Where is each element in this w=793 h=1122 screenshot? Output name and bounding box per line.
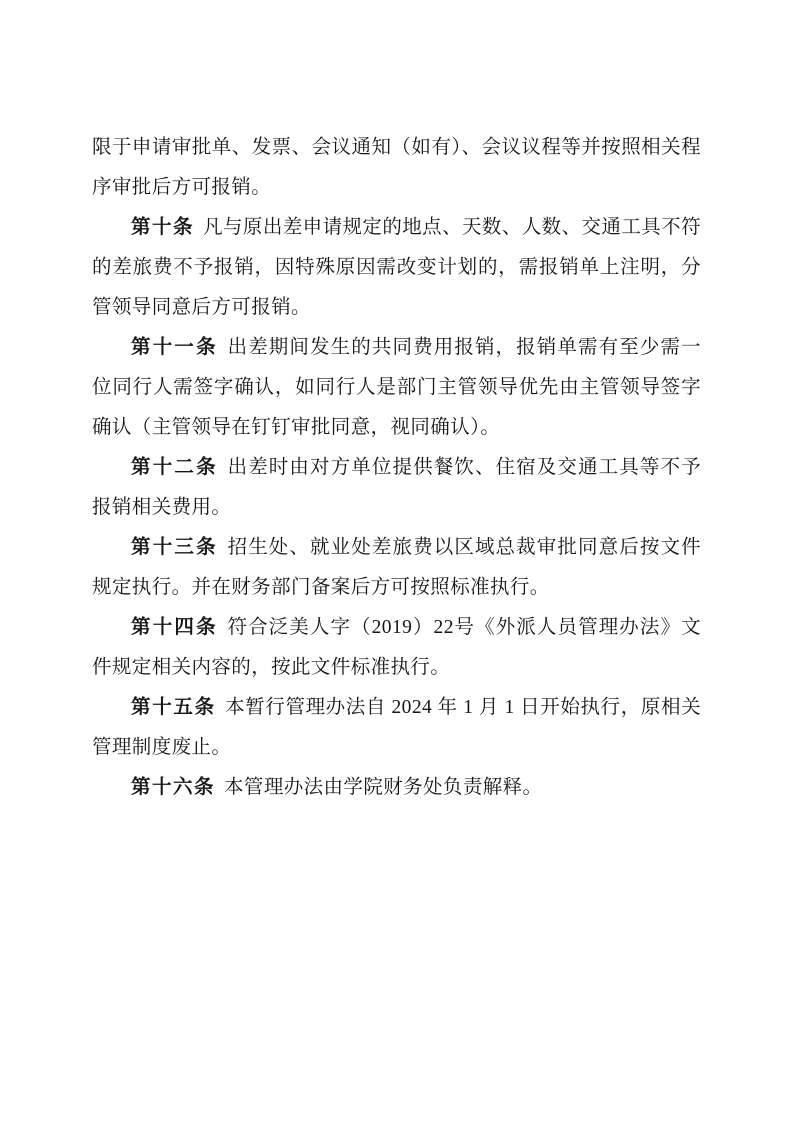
article-label: 第十四条	[131, 617, 218, 638]
paragraph-article-11	[92, 328, 701, 448]
paragraph-text: 凡与原出差申请规定的地点、天数、人数、交通工具不符的差旅费不予报销，因特殊原因需改变计划的，需报销单上注明，分管领导同意后方可报销。	[92, 217, 701, 318]
paragraph-text: 限于申请审批单、发票、会议通知（如有）、会议议程等并按照相关程序审批后方可报销。	[92, 137, 701, 198]
paragraph-article-12	[92, 448, 701, 528]
article-label: 第十条	[131, 217, 195, 238]
paragraph-text: 出差时由对方单位提供餐饮、住宿及交通工具等不予报销相关费用。	[92, 457, 701, 518]
paragraph-article-10	[92, 208, 701, 328]
article-label: 第十六条	[131, 777, 216, 798]
paragraph-text: 本管理办法由学院财务处负责解释。	[224, 777, 543, 798]
paragraph-article-16	[92, 768, 701, 808]
article-label: 第十一条	[131, 337, 218, 358]
paragraph-text: 符合泛美人字（2019）22号《外派人员管理办法》文件规定相关内容的，按此文件标准执行。	[92, 617, 701, 678]
article-label: 第十二条	[131, 457, 218, 478]
paragraph-continuation	[92, 128, 701, 208]
paragraph-article-13	[92, 528, 701, 608]
paragraph-text: 本暂行管理办法自 2024 年 1 月 1 日开始执行，原相关管理制度废止。	[92, 697, 701, 758]
document-body	[92, 128, 701, 1108]
paragraph-text: 出差期间发生的共同费用报销，报销单需有至少需一位同行人需签字确认，如同行人是部门主管领导优先由主管领导签字确认（主管领导在钉钉审批同意，视同确认）。	[92, 337, 701, 438]
paragraph-article-14	[92, 608, 701, 688]
page-bottom-whitespace	[92, 808, 701, 1108]
article-label: 第十三条	[131, 537, 218, 558]
article-label: 第十五条	[131, 697, 216, 718]
paragraph-article-15	[92, 688, 701, 768]
paragraph-text: 招生处、就业处差旅费以区域总裁审批同意后按文件规定执行。并在财务部门备案后方可按照标准执行。	[92, 537, 701, 598]
